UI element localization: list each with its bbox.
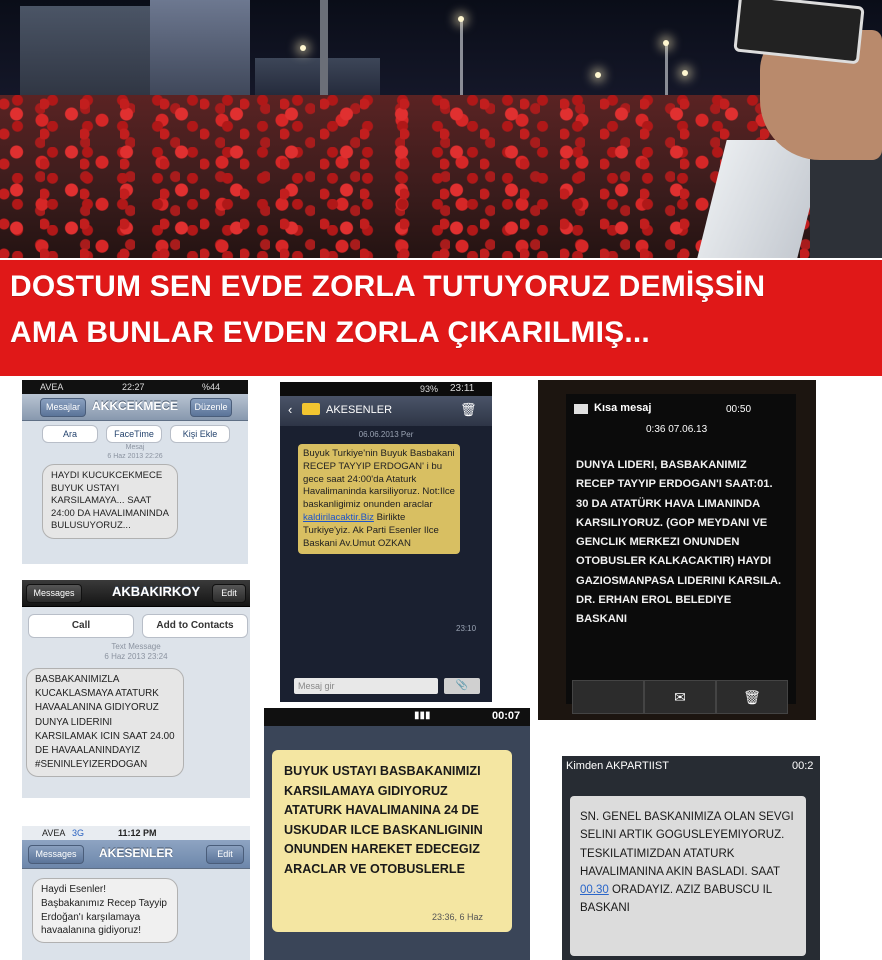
header-bar	[280, 396, 492, 426]
envelope-icon	[302, 403, 320, 415]
signal-icon: ▮▮▮	[414, 710, 431, 721]
message-text-end: Birlikte Turkiye'yiz. Ak Parti Esenler Ilce Baskani Av.Umut OZKAN	[303, 511, 439, 549]
contact-title: AKKCEKMECE	[91, 399, 178, 413]
airport-building	[150, 0, 250, 102]
header-clock: 00:2	[792, 760, 814, 772]
message-bubble	[298, 444, 460, 554]
status-time: 00:07	[492, 710, 521, 722]
sms-screenshot-akbakirkoy	[22, 580, 250, 798]
facetime-button[interactable]: FaceTime	[106, 425, 162, 443]
status-time: 23:11	[450, 383, 475, 394]
contact-title: AKBAKIRKOY	[111, 584, 201, 599]
message-bubble: HAYDI KUCUKCEKMECE BUYUK USTAYI KARSILAMAYA... SAAT 24:00 DA HAVALIMANINDA BULUSUYORUZ...	[42, 464, 178, 539]
status-time: 22:27	[122, 382, 145, 392]
status-bar	[22, 380, 248, 394]
carrier-label: AVEA	[40, 382, 64, 392]
status-bar	[22, 826, 250, 840]
sms-screenshot-akpartiist	[562, 756, 820, 960]
message-date: 6 Haz 2013 22:26	[107, 453, 163, 460]
back-button[interactable]: Messages	[28, 845, 84, 864]
nav-bar	[22, 580, 250, 607]
message-link[interactable]: kaldirilacaktir.Biz	[303, 511, 374, 523]
phone-screen	[566, 394, 796, 704]
sms-screenshot-gaziosmanpasa	[538, 380, 816, 720]
back-button[interactable]: Messages	[26, 584, 82, 603]
contact-title: AKESENLER	[98, 846, 173, 860]
carrier-label: AVEA	[42, 828, 66, 838]
crowd-photo	[0, 0, 882, 258]
edit-button[interactable]: Edit	[212, 584, 246, 603]
message-time-link[interactable]: 00.30	[580, 884, 609, 897]
message-bubble	[570, 796, 806, 956]
sms-screenshot-akesenler-iphone	[22, 826, 250, 960]
message-datetime: 0:36 07.06.13	[646, 424, 708, 435]
trash-icon[interactable]: 🗑	[460, 402, 477, 417]
message-text: DUNYA LIDERI, BASBAKANIMIZ RECEP TAYYIP ERDOGAN'I SAAT:01. 30 DA ATATÜRK HAVA LIMANINDA KARSILIYORUZ. (GOP MEYDANI VE GENCLIK MERKEZI ONUNDEN OTOBUSLER KALKACAKTIR) HAYDI GAZIOSMANPASA LIDERINI KARSILA. DR. ERHAN EROL BELEDIYE BASKANI	[576, 459, 782, 626]
status-time: 11:12 PM	[118, 828, 157, 838]
add-contact-button[interactable]: Kişi Ekle	[170, 425, 230, 443]
back-button[interactable]: Mesajlar	[40, 398, 86, 417]
street-light	[682, 70, 688, 76]
message-text-end: ORADAYIZ. AZIZ BABUSCU IL BASKANI	[580, 884, 772, 915]
message-text-start: SN. GENEL BASKANIMIZA OLAN SEVGI SELINI ARTIK GOGUSLEYEMIYORUZ. TESKILATIMIZDAN ATATURK HAVALIMANINA AKIN BASLADI. SAAT	[580, 811, 794, 878]
header-clock: 00:50	[726, 404, 752, 415]
message-date: 6 Haz 2013 23:24	[104, 652, 168, 661]
sender-label: Kimden AKPARTIIST	[566, 760, 669, 772]
message-time: 23:10	[456, 624, 477, 633]
message-label: Mesaj	[125, 444, 145, 451]
battery-label: %44	[202, 382, 221, 392]
forward-mail-icon[interactable]: ✉	[644, 680, 716, 714]
message-date: 06.06.2013 Per	[358, 430, 414, 439]
street-light	[458, 16, 464, 22]
contact-title: AKESENLER	[326, 404, 393, 416]
street-light	[663, 40, 669, 46]
edit-button[interactable]: Edit	[206, 845, 244, 864]
envelope-icon	[574, 404, 588, 414]
street-light	[300, 45, 306, 51]
camera-phone	[733, 0, 864, 64]
battery-label: 93%	[420, 384, 439, 394]
headline-banner	[0, 260, 882, 376]
message-bubble: Haydi Esenler! Başbakanımız Recep Tayyip Erdoğan'ı karşılamaya havaalanına gidiyoruz!	[32, 878, 178, 943]
edit-button[interactable]: Düzenle	[190, 398, 232, 417]
nav-bar	[22, 394, 248, 421]
message-text: Buyuk Turkiye'nin Buyuk Basbakani RECEP TAYYIP ERDOGAN' i bu gece saat 24:00'da Ataturk Havalimaninda karsiliyoruz. Not:Ilce baskanligimiz onunden araclar	[303, 448, 455, 511]
message-input[interactable]: Mesaj gir	[294, 678, 438, 694]
message-text	[580, 808, 800, 918]
message-label: Text Message	[111, 642, 161, 651]
message-bubble	[272, 750, 512, 932]
call-button[interactable]: Ara	[42, 425, 98, 443]
nav-bar	[22, 840, 250, 869]
attach-icon[interactable]: 📎	[444, 678, 480, 694]
lamp-pole	[665, 42, 668, 102]
network-label: 3G	[72, 828, 85, 838]
sms-screenshot-uskudar	[264, 708, 530, 960]
call-button[interactable]: Call	[28, 614, 134, 638]
airport-building	[20, 6, 160, 102]
header-title: Kısa mesaj	[594, 402, 652, 414]
status-bar	[280, 382, 492, 396]
sms-screenshot-akesenler-samsung	[280, 382, 492, 702]
delete-icon[interactable]: 🗑	[716, 680, 788, 714]
add-contact-button[interactable]: Add to Contacts	[142, 614, 248, 638]
message-text: BUYUK USTAYI BASBAKANIMIZI KARSILAMAYA GIDIYORUZ ATATURK HAVALIMANINA 24 DE USKUDAR ILCE BASKANLIGININ ONUNDEN HAREKET EDECEGIZ ARACLAR VE OTOBUSLERLE	[284, 764, 483, 876]
back-icon[interactable]: ‹	[288, 402, 293, 417]
status-bar	[264, 708, 530, 726]
airport-building	[255, 58, 380, 98]
headline-line-2: AMA BUNLAR EVDEN ZORLA ÇIKARILMIŞ...	[10, 316, 650, 349]
lamp-pole	[460, 18, 463, 98]
message-bubble: BASBAKANIMIZLA KUCAKLASMAYA ATATURK HAVAALANINA GIDIYORUZ DUNYA LIDERINI KARSILAMAK ICIN SAAT 24.00 DE HAVAALANINDAYIZ #SENINLEYIZERDOGAN	[26, 668, 184, 777]
message-time: 23:36, 6 Haz	[432, 912, 484, 922]
street-light	[595, 72, 601, 78]
headline-line-1: DOSTUM SEN EVDE ZORLA TUTUYORUZ DEMİŞSİN	[10, 270, 766, 303]
sms-screenshot-akkcekmece	[22, 380, 248, 564]
reply-button[interactable]	[572, 680, 644, 714]
